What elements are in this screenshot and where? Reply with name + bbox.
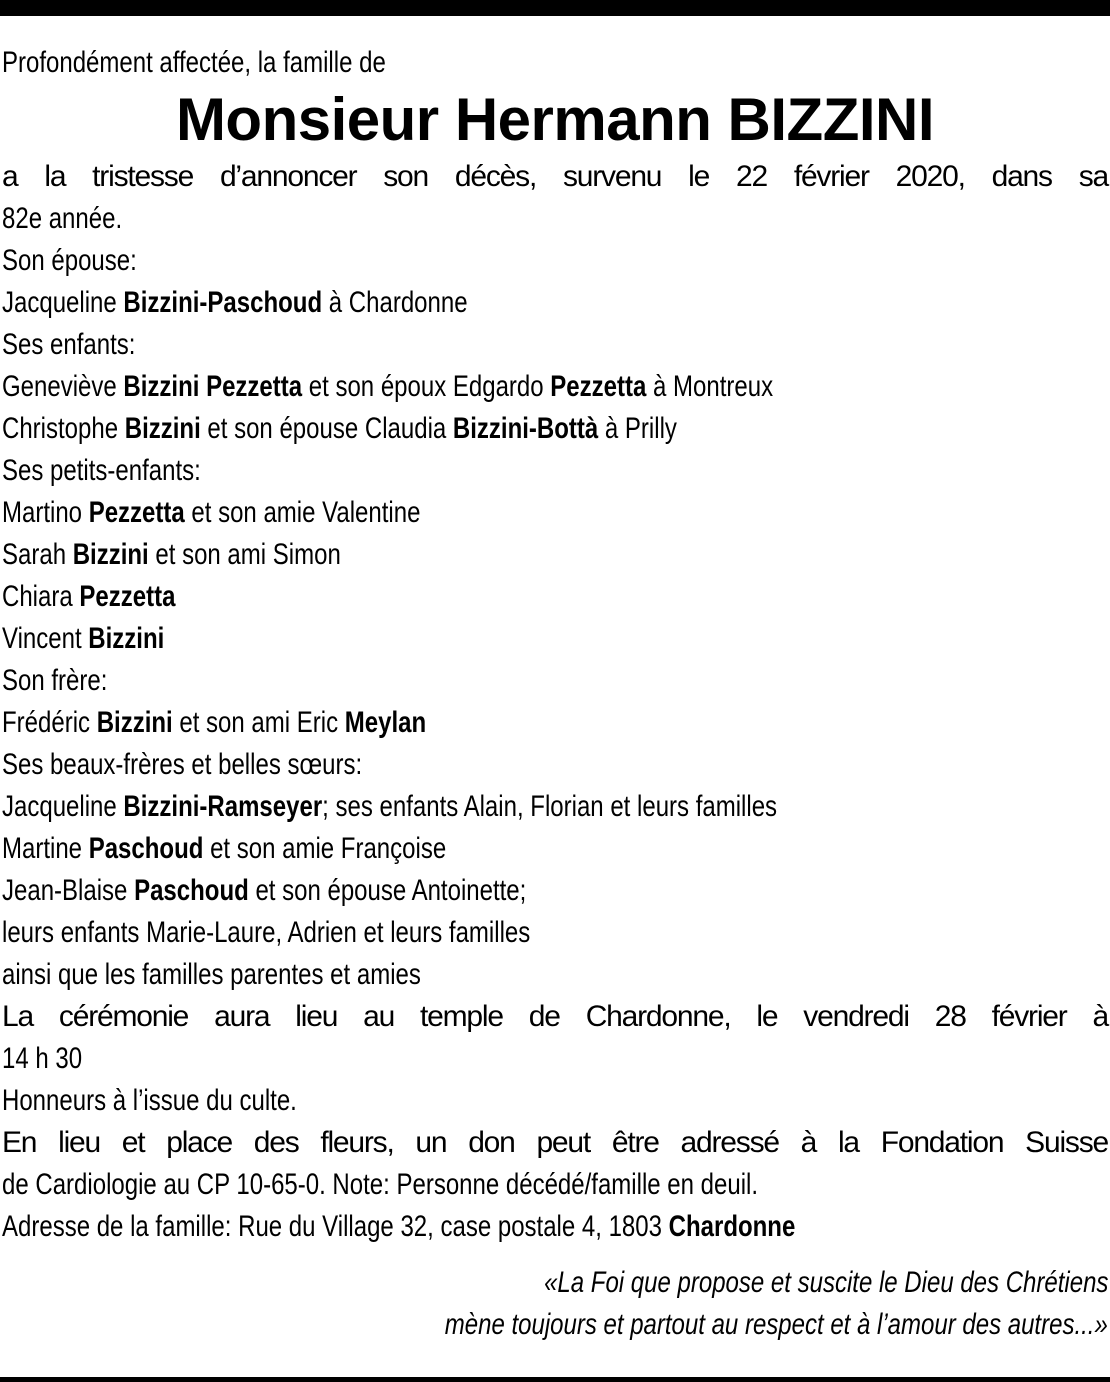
- in-law-entry: Jacqueline Bizzini-Ramseyer; ses enfants Alain, Florian et leurs familles: [2, 790, 778, 823]
- intro-label: Profondément affectée, la famille de: [2, 46, 386, 79]
- ceremony-line-1: La cérémonie aura lieu au temple de Chardonne, le vendredi 28 février à: [2, 1000, 1108, 1033]
- announcement-line-1: a la tristesse d’annoncer son décès, survenu le 22 février 2020, dans sa: [2, 160, 1108, 193]
- top-rule: [0, 0, 1110, 16]
- grandchild-entry: Chiara Pezzetta: [2, 580, 176, 613]
- death-notice: [2, 42, 1108, 1346]
- brother-heading: Son frère:: [2, 664, 108, 697]
- donation-line-1: En lieu et place des fleurs, un don peut être adressé à la Fondation Suisse: [2, 1126, 1108, 1159]
- quote-line-2: mène toujours et partout au respect et à l’amour des autres...»: [444, 1308, 1108, 1341]
- quote-line-1: «La Foi que propose et suscite le Dieu des Chrétiens: [543, 1266, 1108, 1299]
- intro-text: [2, 42, 1108, 84]
- child-entry: Christophe Bizzini et son épouse Claudia Bizzini-Bottà à Prilly: [2, 412, 677, 445]
- notice-body: [2, 156, 1108, 1248]
- brother-entry: Frédéric Bizzini et son ami Eric Meylan: [2, 706, 427, 739]
- family-address: Adresse de la famille: Rue du Village 32, case postale 4, 1803 Chardonne: [2, 1210, 796, 1243]
- children-heading: Ses enfants:: [2, 328, 136, 361]
- in-law-continuation: leurs enfants Marie-Laure, Adrien et leurs familles: [2, 916, 531, 949]
- donation-line-2: de Cardiologie au CP 10-65-0. Note: Personne décédé/famille en deuil.: [2, 1168, 759, 1201]
- in-law-entry: Jean-Blaise Paschoud et son épouse Antoinette;: [2, 874, 527, 907]
- bottom-rule: [0, 1377, 1110, 1382]
- deceased-name: Monsieur Hermann BIZZINI: [175, 86, 935, 153]
- grandchild-entry: Martino Pezzetta et son amie Valentine: [2, 496, 421, 529]
- grandchildren-heading: Ses petits-enfants:: [2, 454, 201, 487]
- child-entry: Geneviève Bizzini Pezzetta et son époux Edgardo Pezzetta à Montreux: [2, 370, 774, 403]
- honours-line: Honneurs à l’issue du culte.: [2, 1084, 297, 1117]
- spouse-heading: Son épouse:: [2, 244, 137, 277]
- announcement-line-2: 82e année.: [2, 202, 123, 235]
- grandchild-entry: Vincent Bizzini: [2, 622, 165, 655]
- relatives-line: ainsi que les familles parentes et amies: [2, 958, 421, 991]
- grandchild-entry: Sarah Bizzini et son ami Simon: [2, 538, 341, 571]
- in-laws-heading: Ses beaux-frères et belles sœurs:: [2, 748, 363, 781]
- spouse-entry: Jacqueline Bizzini-Paschoud à Chardonne: [2, 286, 468, 319]
- in-law-entry: Martine Paschoud et son amie Françoise: [2, 832, 447, 865]
- ceremony-line-2: 14 h 30: [2, 1042, 83, 1075]
- closing-quote: [2, 1262, 1108, 1346]
